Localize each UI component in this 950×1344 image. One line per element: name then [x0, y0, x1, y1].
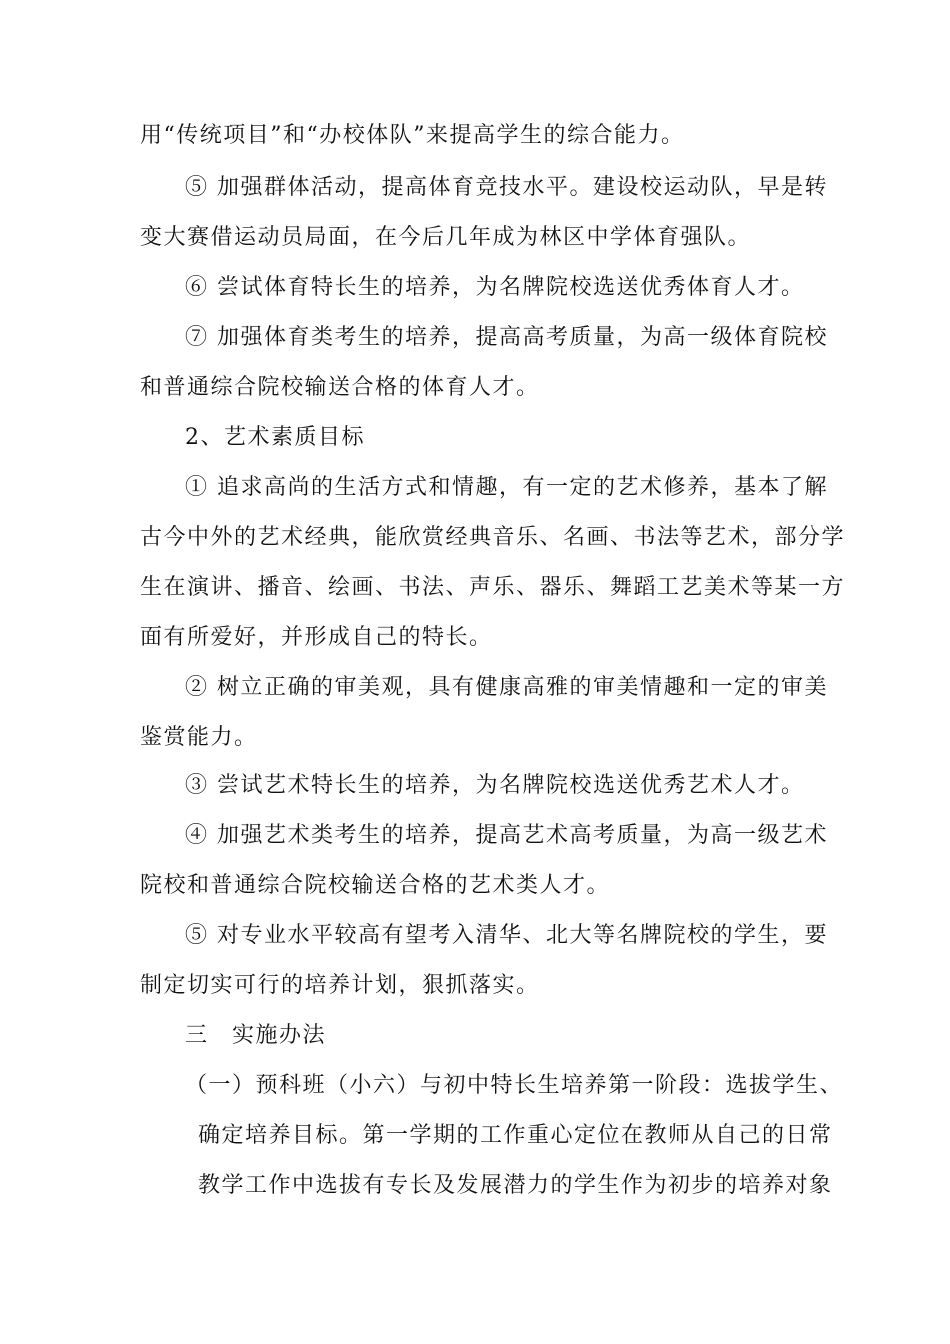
text-line: 古今中外的艺术经典，能欣赏经典音乐、名画、书法等艺术，部分学 — [140, 525, 846, 550]
text-line: 用“传统项目”和“办校体队”来提高学生的综合能力。 — [140, 123, 685, 148]
text-line: 面有所爱好，并形成自己的特长。 — [140, 625, 493, 650]
text-line: 变大赛借运动员局面，在今后几年成为林区中学体育强队。 — [140, 225, 752, 250]
text-line: 确定培养目标。第一学期的工作重心定位在教师从自己的日常 — [198, 1123, 833, 1148]
text-line: 院校和普通综合院校输送合格的艺术类人才。 — [140, 873, 611, 898]
text-line: ③ 尝试艺术特长生的培养，为名牌院校选送优秀艺术人才。 — [185, 773, 805, 798]
text-line: ⑦ 加强体育类考生的培养，提高高考质量，为高一级体育院校 — [185, 325, 828, 350]
text-line: ② 树立正确的审美观，具有健康高雅的审美情趣和一定的审美 — [185, 675, 828, 700]
text-line: 和普通综合院校输送合格的体育人才。 — [140, 375, 540, 400]
text-line: ⑥ 尝试体育特长生的培养，为名牌院校选送优秀体育人才。 — [185, 275, 805, 300]
text-line: 制定切实可行的培养计划，狠抓落实。 — [140, 973, 540, 998]
text-line: 教学工作中选拔有专长及发展潜力的学生作为初步的培养对象 — [198, 1173, 833, 1198]
text-line: ④ 加强艺术类考生的培养，提高艺术高考质量，为高一级艺术 — [185, 823, 828, 848]
text-line: ⑤ 对专业水平较高有望考入清华、北大等名牌院校的学生，要 — [185, 923, 828, 948]
text-line: ① 追求高尚的生活方式和情趣，有一定的艺术修养，基本了解 — [185, 475, 828, 500]
text-line: 鉴赏能力。 — [140, 725, 258, 750]
section-heading: 三 实施办法 — [185, 1023, 327, 1048]
section-heading: 2、艺术素质目标 — [185, 425, 365, 450]
text-line: ⑤ 加强群体活动，提高体育竞技水平。建设校运动队，早是转 — [185, 175, 828, 200]
text-line: 生在演讲、播音、绘画、书法、声乐、器乐、舞蹈工艺美术等某一方 — [140, 575, 846, 600]
text-line: （一）预科班（小六）与初中特长生培养第一阶段：选拔学生、 — [185, 1073, 844, 1098]
